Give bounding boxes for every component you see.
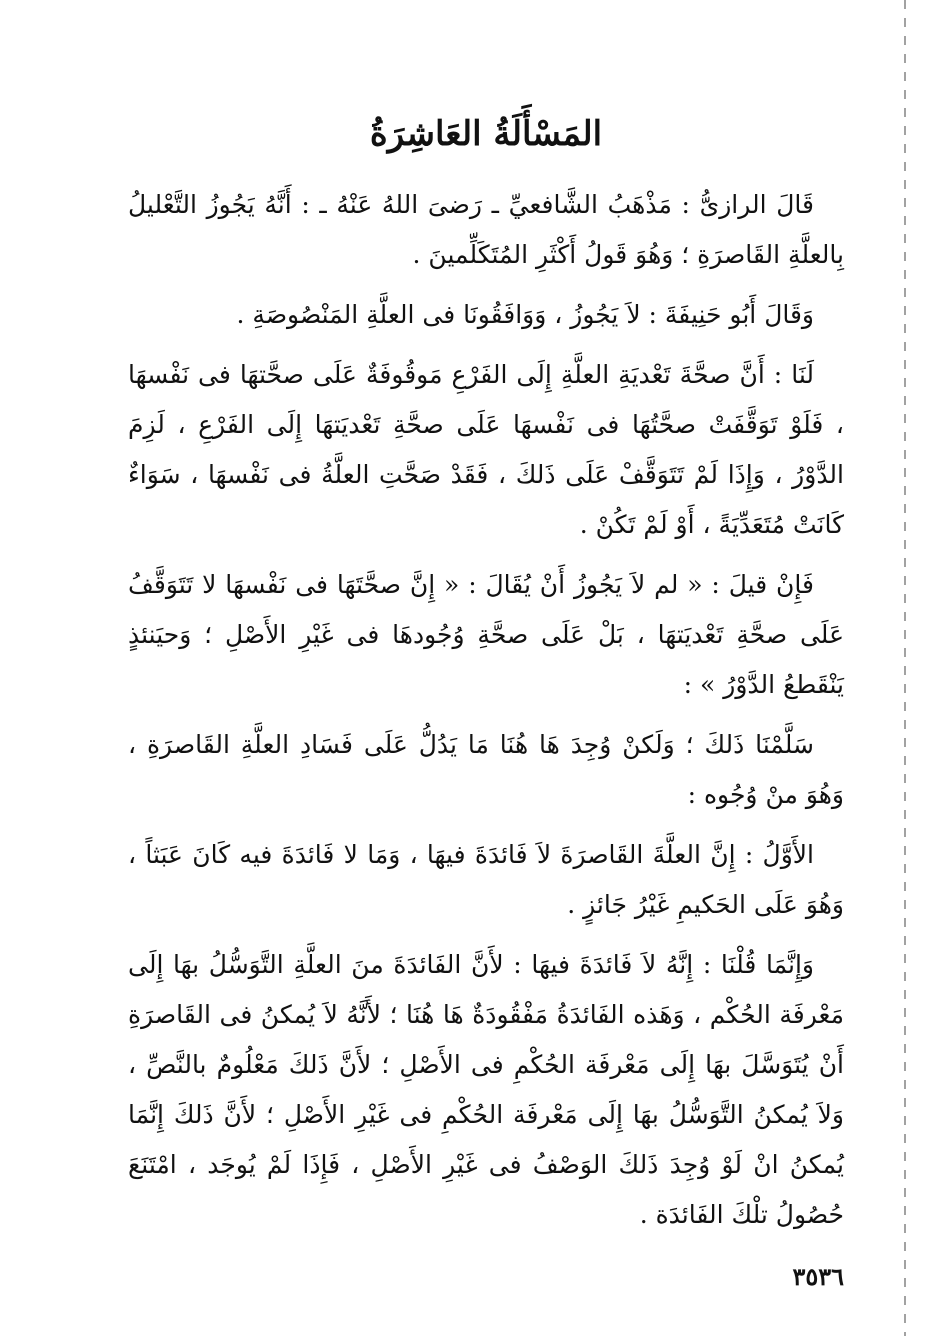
scan-edge-line: [904, 0, 906, 1336]
paragraph-7: وَإِنَّمَا قُلْنَا : إِنَّهُ لاَ فَائدَةَ فيهَا : لأَنَّ الفَائدَةَ منَ العلَّةِ التَّوَسُّلُ بهَا إِلَى مَعْرفَة الحُكْم ، وَهَذه الفَائدَةُ مَفْقُودَةٌ هَا هُنَا ؛ لأَنَّهُ لاَ يُمكنُ فى القَاصرَةِ أَنْ يُتَوَسَّلَ بهَا إِلَى مَعْرفَة الحُكْمِ فى الأَصْلِ ؛ لأَنَّ ذَلكَ مَعْلُومٌ بالنَّصِّ ، وَلاَ يُمكنُ التَّوَسُّلُ بهَا إِلَى مَعْرفَة الحُكْمِ فى غَيْرِ الأَصْلِ ؛ لأَنَّ ذَلكَ إِنَّمَا يُمكنُ انْ لَوْ وُجِدَ ذَلكَ الوَصْفُ فى غَيْرِ الأَصْلِ ، فَإِذَا لَمْ يُوجَد ، امْتَنَعَ حُصُولُ تلْكَ الفَائدَة .: [128, 950, 844, 1229]
page-number: ٣٥٣٦: [792, 1262, 844, 1291]
paragraph-5: سَلَّمْنَا ذَلكَ ؛ وَلَكنْ وُجِدَ هَا هُنَا مَا يَدُلُّ عَلَى فَسَادِ العلَّةِ القَاصرَةِ ، وَهُوَ منْ وُجُوه :: [128, 730, 844, 809]
page-title: المَسْأَلَةُ العَاشِرَةُ: [369, 114, 603, 154]
paragraph-1: قَالَ الرازىُّ : مَذْهَبُ الشَّافعيِّ ـ رَضىَ اللهُ عَنْهُ ـ : أَنَّهُ يَجُوزُ التَّعْليلُ بِالعلَّةِ القَاصرَةِ ؛ وَهُوَ قَولُ أَكْثَرِ المُتَكَلِّمينَ .: [128, 190, 844, 269]
paragraph-6: الأَوَّلُ : إِنَّ العلَّةَ القَاصرَةَ لاَ فَائدَةَ فيهَا ، وَمَا لا فَائدَةَ فيه كَانَ عَبَثاً ، وَهُوَ عَلَى الحَكيمِ غَيْرُ جَائزٍ .: [128, 840, 844, 919]
paragraph-4: فَإِنْ قيلَ : « لم لاَ يَجُوزُ أَنْ يُقَالَ : « إِنَّ صحَّتَهَا فى نَفْسهَا لا تَتَوَقَّفُ عَلَى صحَّةِ تَعْديَتهَا ، بَلْ عَلَى صحَّةِ وُجُودهَا فى غَيْرِ الأَصْلِ ؛ وَحيَنئذٍ يَنْقَطعُ الدَّوْرُ » :: [128, 570, 844, 699]
paragraph-3: لَنَا : أَنَّ صحَّةَ تَعْديَةِ العلَّةِ إِلَى الفَرْعِ مَوقُوفَةٌ عَلَى صحَّتهَا فى نَفْسهَا ، فَلَوْ تَوَقَّفَتْ صحَّتُهَا فى نَفْسهَا عَلَى صحَّةِ تَعْديَتهَا إِلَى الفَرْعِ ، لَزِمَ الدَّوْرُ ، وَإِذَا لَمْ تَتَوَقَّفْ عَلَى ذَلكَ ، فَقَدْ صَحَّتِ العلَّةُ فى نَفْسهَا ، سَوَاءٌ كَانَتْ مُتَعَدِّيَةً ، أَوْ لَمْ تَكُنْ .: [128, 360, 844, 539]
document-page: [128, 110, 844, 1250]
paragraph-2: وَقَالَ أَبُو حَنِيفَةَ : لاَ يَجُوزُ ، وَوَافَقُونَا فى العلَّةِ المَنْصُوصَةِ .: [236, 300, 814, 329]
